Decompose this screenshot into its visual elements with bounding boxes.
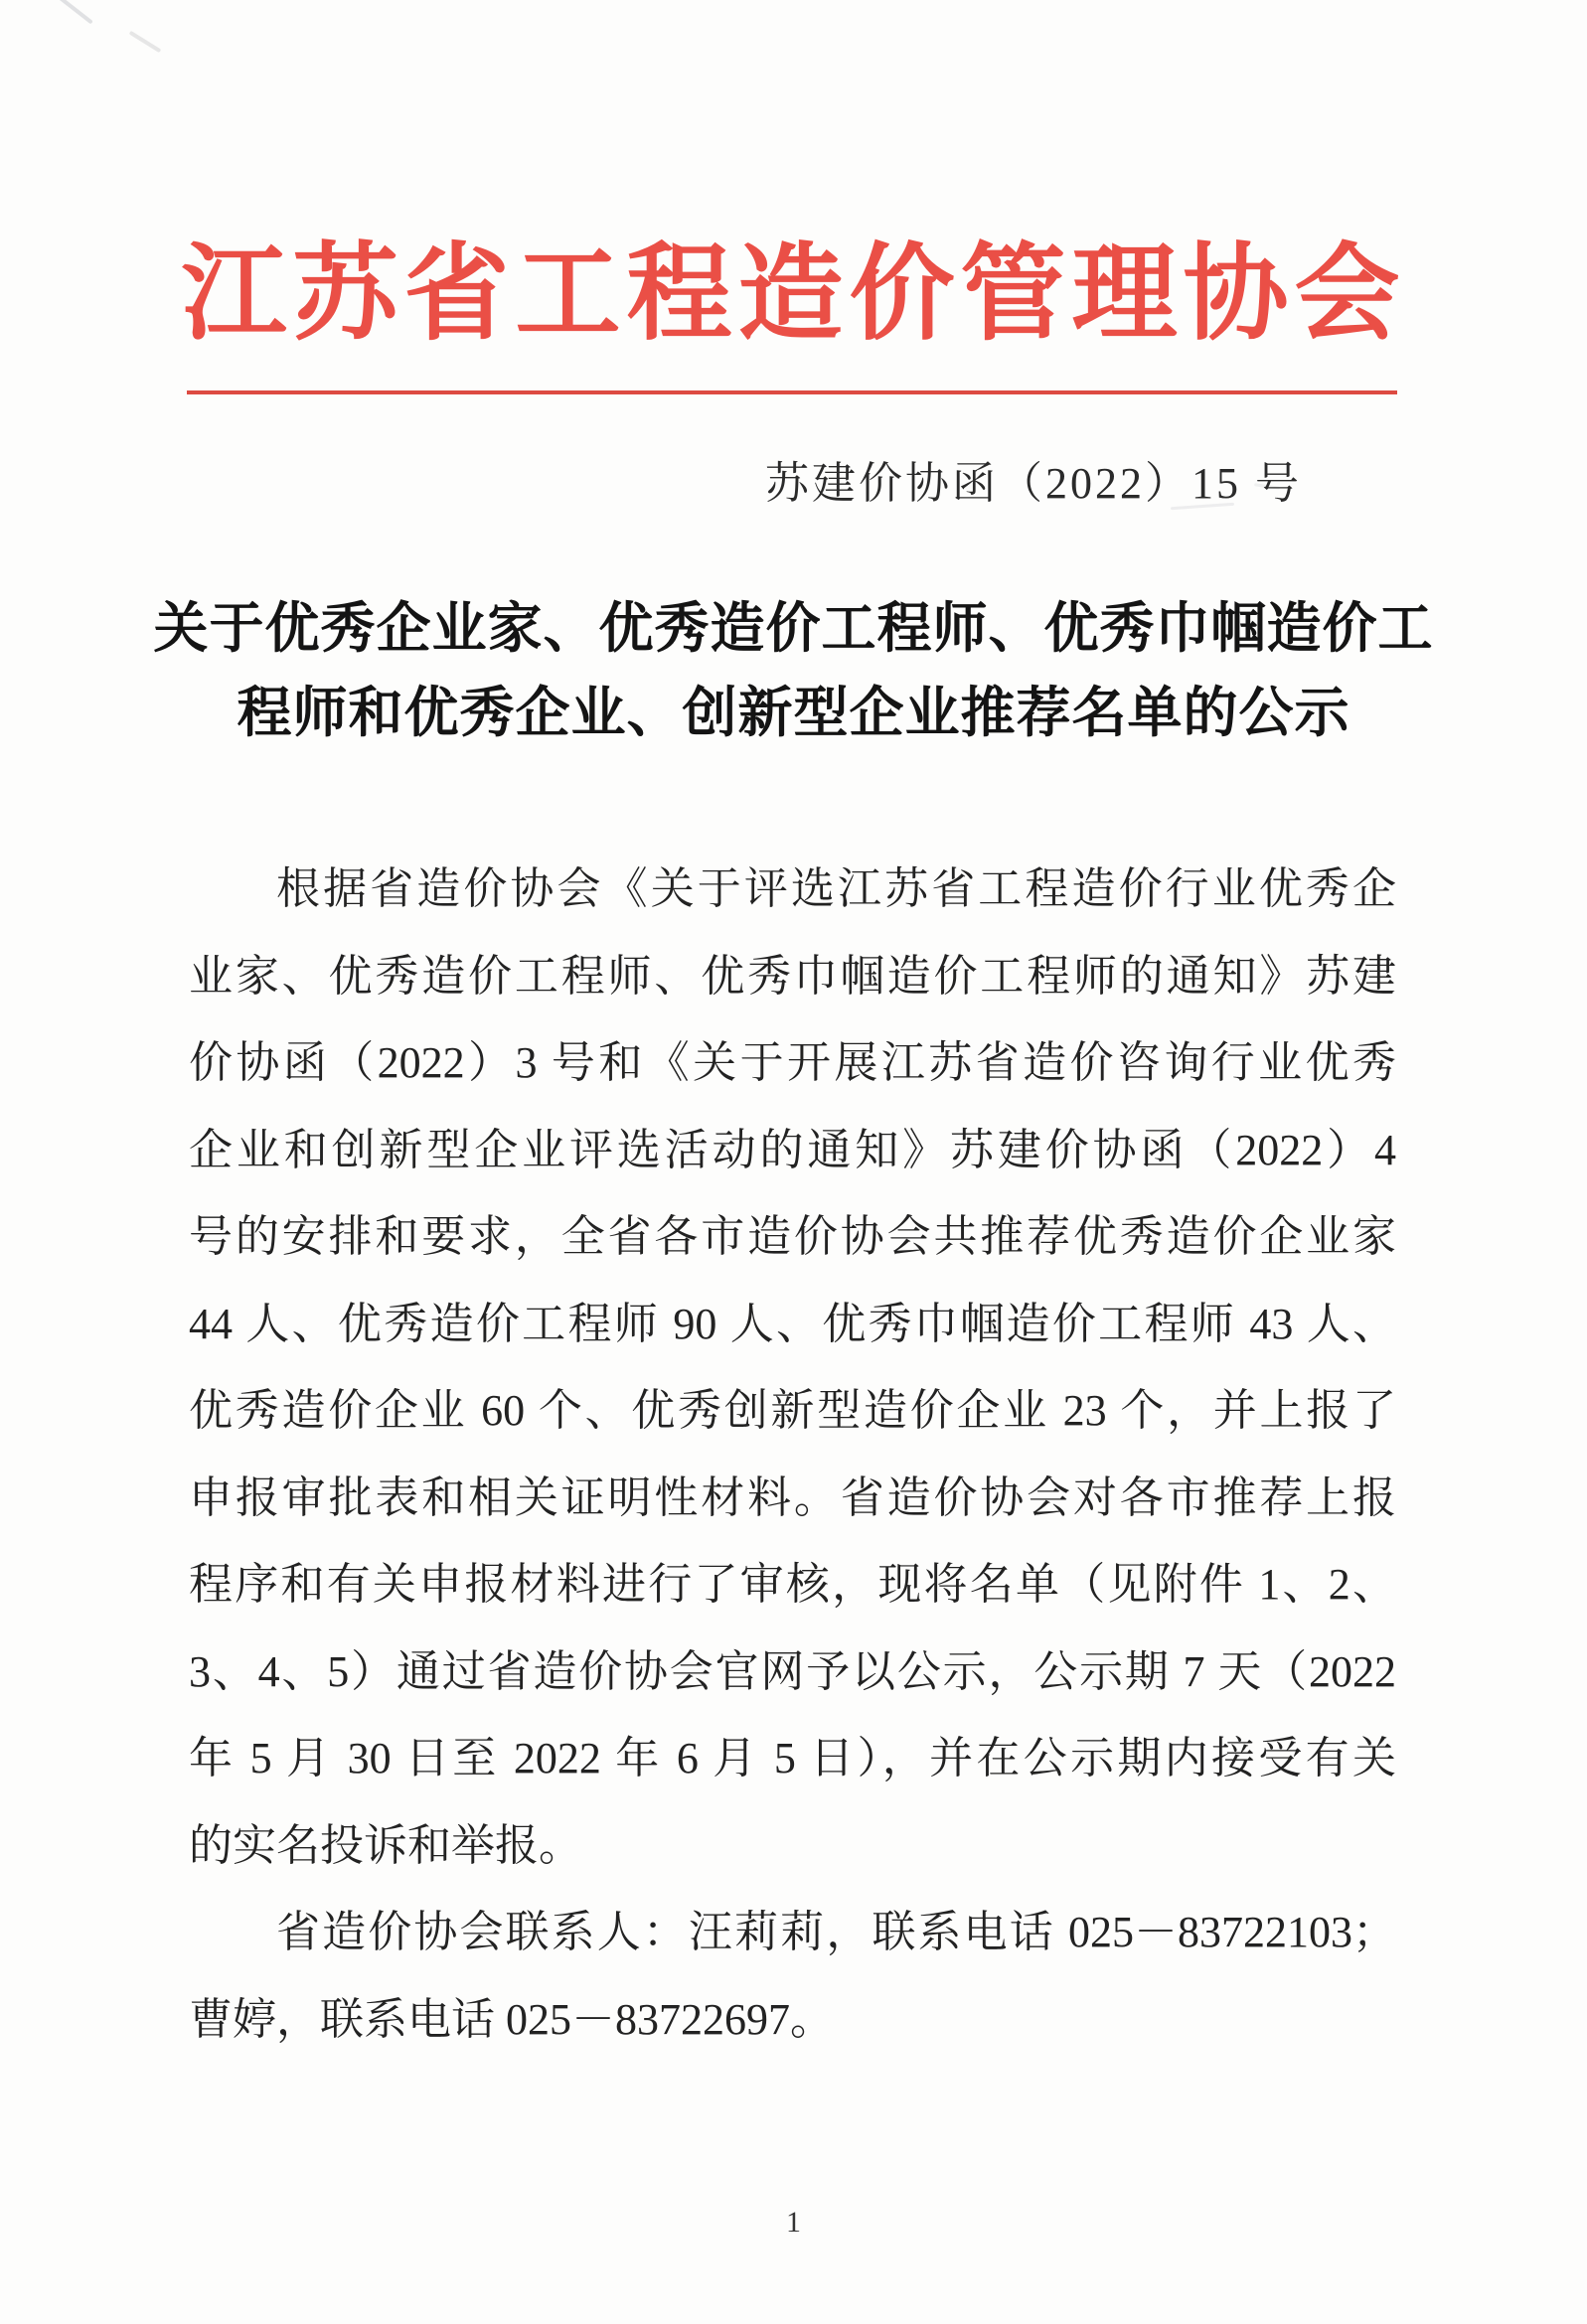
letterhead-org-name: 江苏省工程造价管理协会 xyxy=(181,236,1406,353)
letterhead-divider xyxy=(187,390,1397,394)
body-line: 曹婷，联系电话 025－83722697。 xyxy=(189,1994,834,2044)
body-line: 优秀造价企业 60 个、优秀创新型造价企业 23 个，并上报了 xyxy=(189,1386,1396,1435)
body-line: 3、4、5）通过省造价协会官网予以公示，公示期 7 天（2022 xyxy=(189,1646,1396,1696)
body-line: 根据省造价协会《关于评选江苏省工程造价行业优秀企 xyxy=(276,864,1396,913)
scan-artifact xyxy=(58,0,93,25)
notice-title-line-2: 程师和优秀企业、创新型企业推荐名单的公示 xyxy=(237,683,1350,743)
body-line: 价协函（2022）3 号和《关于开展江苏省造价咨询行业优秀 xyxy=(189,1038,1396,1087)
notice-body xyxy=(189,846,1396,2063)
body-line: 44 人、优秀造价工程师 90 人、优秀巾帼造价工程师 43 人、 xyxy=(189,1299,1396,1348)
body-line: 程序和有关申报材料进行了审核，现将名单（见附件 1、2、 xyxy=(189,1560,1396,1609)
body-line: 业家、优秀造价工程师、优秀巾帼造价工程师的通知》苏建 xyxy=(189,951,1396,1001)
scan-artifact xyxy=(129,31,162,53)
document-number: 苏建价协函（2022）15 号 xyxy=(765,459,1302,508)
body-line: 的实名投诉和举报。 xyxy=(189,1820,582,1870)
notice-title-line-1: 关于优秀企业家、优秀造价工程师、优秀巾帼造价工 xyxy=(153,598,1434,659)
body-line: 省造价协会联系人：汪莉莉，联系电话 025－83722103； xyxy=(276,1908,1396,1956)
page-number: 1 xyxy=(786,2206,801,2239)
body-line: 号的安排和要求，全省各市造价协会共推荐优秀造价企业家 xyxy=(189,1212,1396,1261)
body-line: 企业和创新型企业评选活动的通知》苏建价协函（2022）4 xyxy=(189,1125,1396,1174)
notice-title xyxy=(119,586,1468,755)
body-line: 申报审批表和相关证明性材料。省造价协会对各市推荐上报 xyxy=(189,1472,1396,1522)
body-line: 年 5 月 30 日至 2022 年 6 月 5 日），并在公示期内接受有关 xyxy=(189,1734,1396,1782)
